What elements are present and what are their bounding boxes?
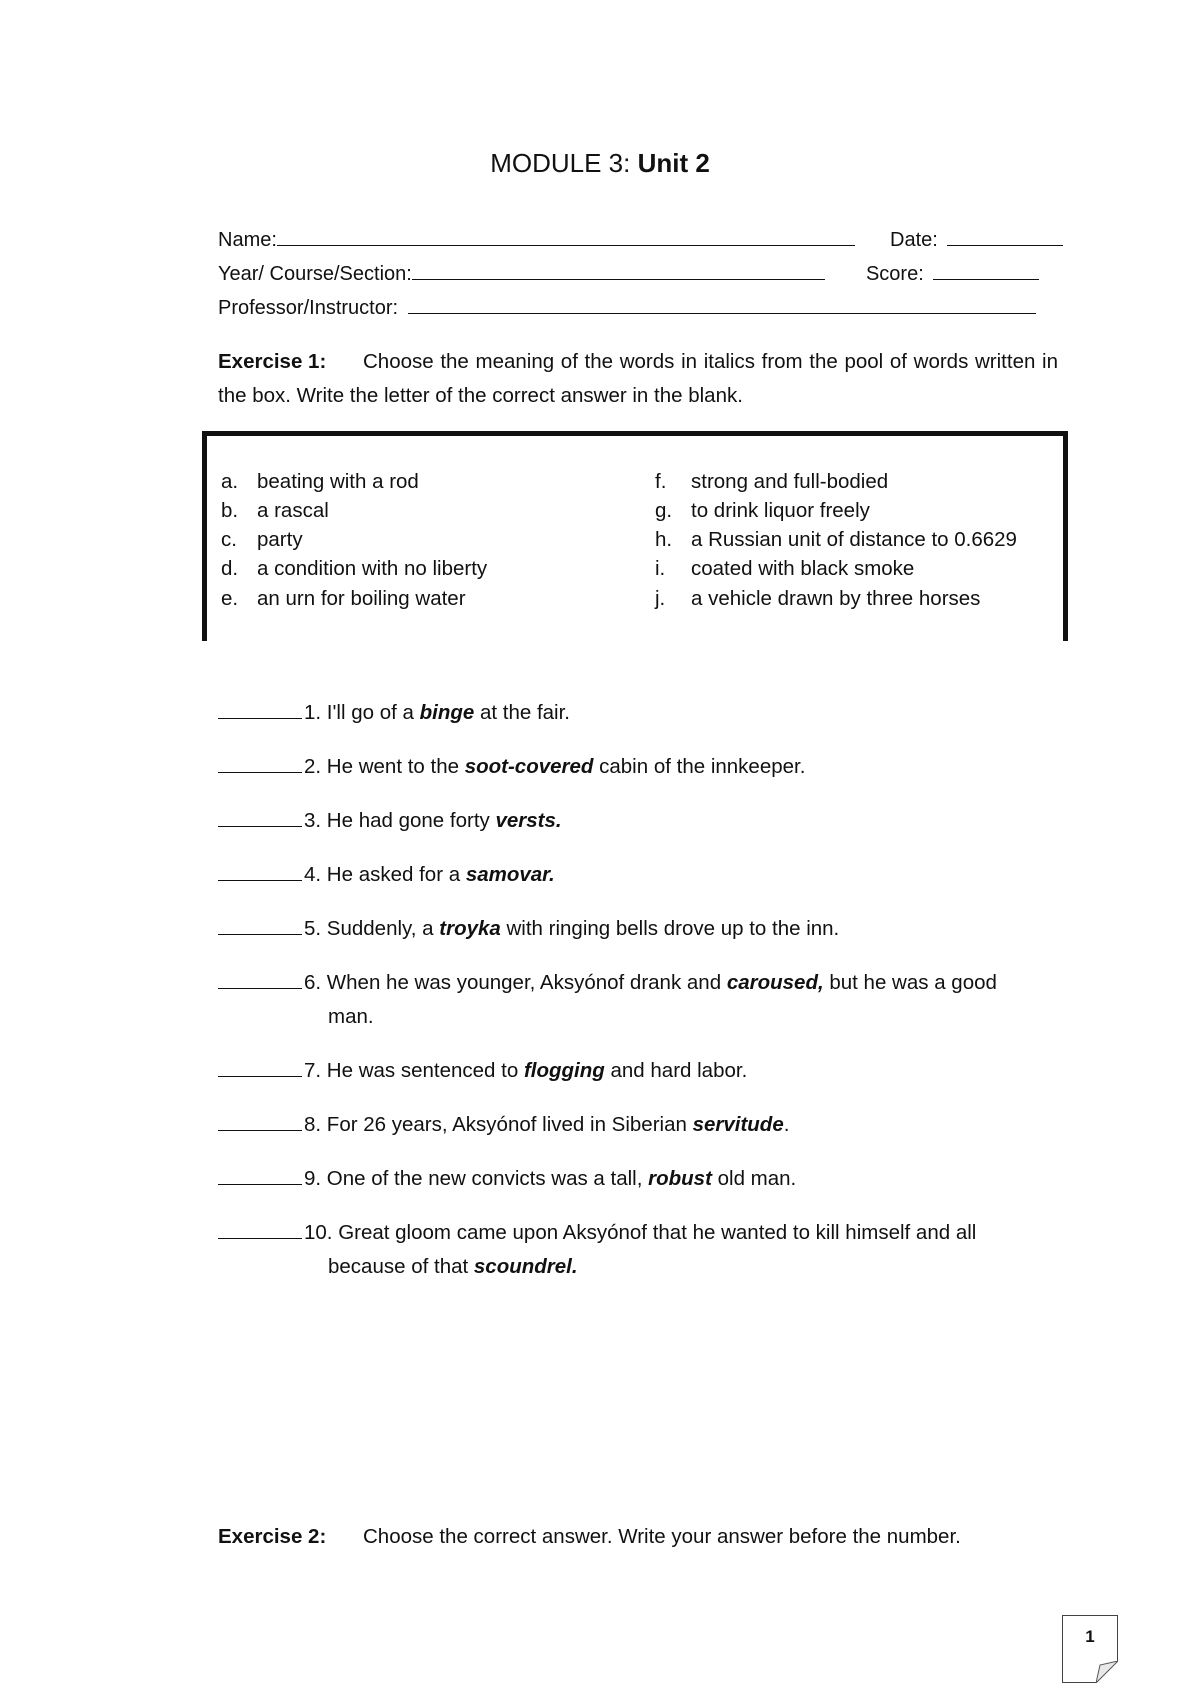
question-6-continuation: man. xyxy=(328,1005,374,1028)
exercise-2-label: Exercise 2: xyxy=(218,1525,327,1548)
choice-g: g. to drink liquor freely xyxy=(655,499,870,522)
question-7: 7. He was sentenced to flogging and hard labor. xyxy=(218,1054,1068,1088)
date-label: Date: xyxy=(890,229,938,251)
answer-blank[interactable] xyxy=(218,968,302,989)
exercise-2-text: Choose the correct answer. Write your answer before the number. xyxy=(363,1525,961,1548)
name-date-row xyxy=(218,227,1063,252)
name-blank[interactable] xyxy=(277,227,855,246)
page-curl-icon xyxy=(1096,1661,1118,1683)
professor-label: Professor/Instructor: xyxy=(218,297,399,319)
word-pool-box xyxy=(202,431,1068,641)
choice-j: j. a vehicle drawn by three horses xyxy=(655,587,981,610)
question-4: 4. He asked for a samovar. xyxy=(218,858,1068,892)
choice-i: i. coated with black smoke xyxy=(655,557,915,580)
question-1: 1. I'll go of a binge at the fair. xyxy=(218,696,1068,730)
question-8: 8. For 26 years, Aksyónof lived in Siberian servitude. xyxy=(218,1108,1068,1142)
question-5: 5. Suddenly, a troyka with ringing bells drove up to the inn. xyxy=(218,912,1068,946)
choice-a: a. beating with a rod xyxy=(221,470,419,493)
professor-row xyxy=(218,295,1036,320)
answer-blank[interactable] xyxy=(218,1164,302,1185)
choice-d: d. a condition with no liberty xyxy=(221,557,488,580)
question-10: 10. Great gloom came upon Aksyónof that he wanted to kill himself and all because of that scoundrel. xyxy=(218,1216,1068,1284)
choice-e: e. an urn for boiling water xyxy=(221,587,466,610)
year-course-section-label: Year/ Course/Section: xyxy=(218,263,412,285)
year-score-row xyxy=(218,261,1039,286)
question-10-continuation: because of that scoundrel. xyxy=(328,1255,578,1278)
question-3: 3. He had gone forty versts. xyxy=(218,804,1068,838)
answer-blank[interactable] xyxy=(218,914,302,935)
choice-c: c. party xyxy=(221,528,303,551)
page-title: MODULE 3: Unit 2 xyxy=(490,148,710,178)
page-number: 1 xyxy=(1085,1627,1095,1646)
exercise-2-instructions xyxy=(218,1520,1058,1554)
answer-blank[interactable] xyxy=(218,1056,302,1077)
question-9: 9. One of the new convicts was a tall, robust old man. xyxy=(218,1162,1068,1196)
answer-blank[interactable] xyxy=(218,806,302,827)
answer-blank[interactable] xyxy=(218,860,302,881)
exercise-1-text: Choose the meaning of the words in italics from the pool of words written in the box. Write the letter of the correct answer in the blank. xyxy=(218,350,1058,407)
choice-h: h. a Russian unit of distance to 0.6629 xyxy=(655,528,1017,551)
exercise-1-label: Exercise 1: xyxy=(218,350,327,373)
name-label: Name: xyxy=(218,229,277,251)
date-blank[interactable] xyxy=(947,227,1063,246)
year-course-section-blank[interactable] xyxy=(412,261,825,280)
professor-blank[interactable] xyxy=(408,295,1036,314)
answer-blank[interactable] xyxy=(218,1110,302,1131)
page-number-box xyxy=(1062,1615,1118,1683)
question-6: 6. When he was younger, Aksyónof drank and caroused, but he was a good man. xyxy=(218,966,1068,1034)
question-2: 2. He went to the soot-covered cabin of the innkeeper. xyxy=(218,750,1068,784)
score-label: Score: xyxy=(865,263,924,285)
choice-b: b. a rascal xyxy=(221,499,329,522)
choice-f: f. strong and full-bodied xyxy=(655,470,889,493)
score-blank[interactable] xyxy=(933,261,1039,280)
answer-blank[interactable] xyxy=(218,1218,302,1239)
exercise-1-instructions xyxy=(218,345,1058,413)
answer-blank[interactable] xyxy=(218,698,302,719)
answer-blank[interactable] xyxy=(218,752,302,773)
